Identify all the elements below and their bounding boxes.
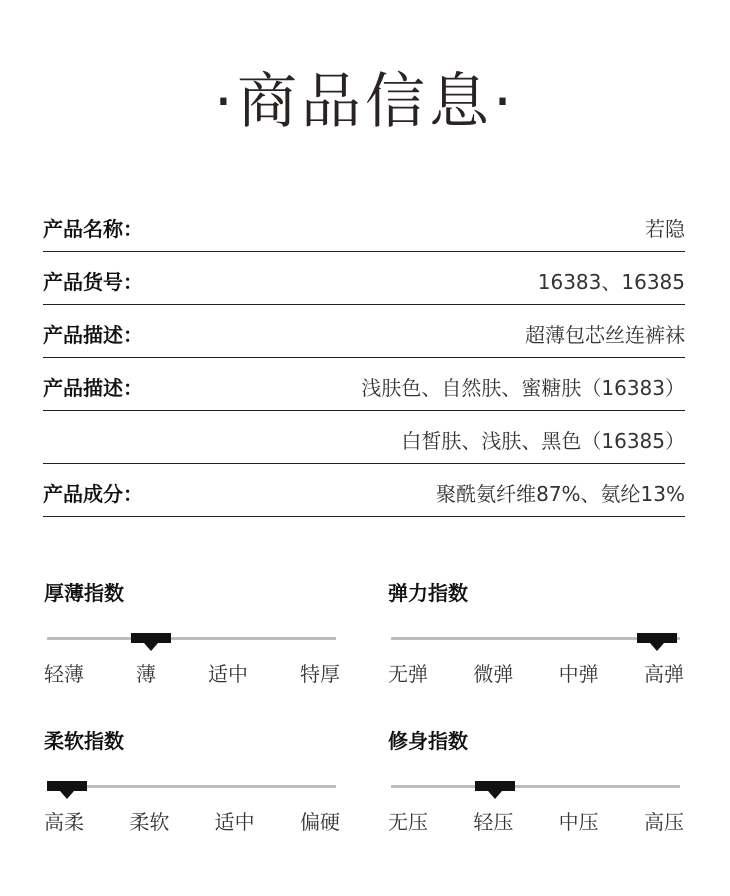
info-row-sku: [43, 252, 685, 305]
meter-scale: [388, 806, 684, 835]
meter-marker: [47, 781, 87, 791]
meter-title: 弹力指数: [388, 581, 468, 605]
info-label: 产品名称：: [43, 217, 143, 241]
info-value: 浅肤色、自然肤、蜜糖肤（16383）: [361, 376, 685, 400]
scale-label: 薄: [136, 662, 156, 686]
meter-scale: [44, 806, 340, 835]
info-value: 聚酰氨纤维87%、氨纶13%: [436, 482, 685, 506]
info-value: 超薄包芯丝连裤袜: [525, 323, 685, 347]
elasticity-meter: [388, 578, 684, 686]
meter-title: 柔软指数: [44, 729, 124, 753]
shaping-meter: [388, 726, 684, 834]
meter-scale: [44, 658, 340, 687]
info-value: 若隐: [645, 217, 685, 241]
scale-label: 特厚: [300, 662, 340, 686]
scale-label: 中压: [558, 810, 599, 834]
thickness-meter: [44, 578, 340, 686]
product-info-table: [43, 205, 685, 517]
info-label: 产品描述：: [43, 323, 143, 347]
info-label: 产品货号：: [43, 270, 143, 294]
scale-label: 偏硬: [299, 810, 340, 834]
scale-label: 无压: [388, 810, 428, 834]
info-label: 产品成分：: [43, 482, 143, 506]
scale-label: 高柔: [44, 810, 84, 834]
meter-title: 厚薄指数: [44, 581, 124, 605]
page-title: ·商品信息·: [213, 67, 517, 137]
scale-label: 适中: [214, 810, 255, 834]
info-row-material: [43, 464, 685, 517]
info-value: 16383、16385: [537, 270, 685, 294]
meter-scale: [388, 658, 684, 687]
meter-title: 修身指数: [388, 729, 468, 753]
scale-label: 高弹: [643, 662, 684, 686]
meter-track: [47, 637, 336, 640]
scale-label: 轻压: [473, 810, 514, 834]
meter-marker: [131, 633, 171, 643]
info-row-colors-16385: [43, 411, 685, 464]
meter-marker: [637, 633, 677, 643]
scale-label: 轻薄: [44, 662, 84, 686]
scale-label: 高压: [643, 810, 684, 834]
scale-label: 微弹: [473, 662, 514, 686]
meter-marker: [475, 781, 515, 791]
scale-label: 柔软: [129, 810, 170, 834]
info-row-description: [43, 305, 685, 358]
info-label: 产品描述：: [43, 376, 143, 400]
scale-label: 适中: [208, 662, 248, 686]
scale-label: 无弹: [388, 662, 428, 686]
meter-track: [47, 785, 336, 788]
info-row-name: [43, 205, 685, 252]
meter-track: [391, 785, 680, 788]
info-row-colors-16383: [43, 358, 685, 411]
scale-label: 中弹: [558, 662, 599, 686]
softness-meter: [44, 726, 340, 834]
info-value: 白皙肤、浅肤、黑色（16385）: [401, 429, 685, 453]
